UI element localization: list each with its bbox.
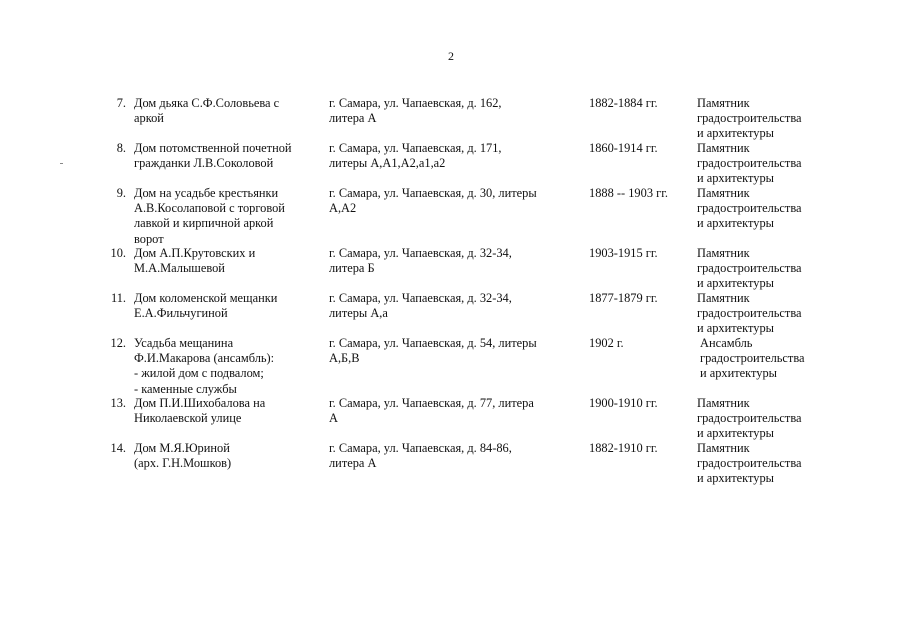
row-number: 12. bbox=[110, 336, 126, 350]
monument-category-line: Памятник bbox=[697, 396, 750, 410]
monument-address bbox=[329, 246, 584, 276]
monument-category-line: Памятник bbox=[697, 441, 750, 455]
monument-address bbox=[329, 96, 584, 126]
monument-category bbox=[697, 186, 827, 232]
monument-name-line: Дом коломенской мещанки bbox=[134, 291, 278, 305]
monument-category-line: градостроительства bbox=[697, 306, 802, 321]
monument-name-line: лавкой и кирпичной аркой bbox=[134, 216, 274, 231]
monument-name-line: Дом М.Я.Юриной bbox=[134, 441, 230, 455]
monument-date: 1900-1910 гг. bbox=[589, 396, 658, 410]
monument-category bbox=[697, 441, 827, 487]
page-number: 2 bbox=[448, 49, 454, 63]
monument-date: 1903-1915 гг. bbox=[589, 246, 658, 260]
monument-date: 1882-1910 гг. bbox=[589, 441, 658, 455]
monument-address-line: г. Самара, ул. Чапаевская, д. 162, bbox=[329, 96, 502, 110]
monument-address-line: литера А bbox=[329, 111, 377, 126]
monument-name bbox=[134, 291, 324, 321]
monument-name-line: Дом на усадьбе крестьянки bbox=[134, 186, 279, 200]
monument-name-line: Ф.И.Макарова (ансамбль): bbox=[134, 351, 275, 366]
monument-name bbox=[134, 141, 324, 171]
monument-category bbox=[697, 141, 827, 187]
monument-category bbox=[697, 96, 827, 142]
monument-date: 1882-1884 гг. bbox=[589, 96, 658, 110]
monument-address-line: А,Б,В bbox=[329, 351, 360, 366]
monument-address-line: г. Самара, ул. Чапаевская, д. 77, литера bbox=[329, 396, 534, 410]
monument-name bbox=[134, 246, 324, 276]
monument-address-line: литеры А,А1,А2,а1,а2 bbox=[329, 156, 446, 171]
monument-name bbox=[134, 186, 324, 247]
monument-address-line: г. Самара, ул. Чапаевская, д. 171, bbox=[329, 141, 502, 155]
monument-category-line: и архитектуры bbox=[697, 426, 774, 441]
monument-name-line: ворот bbox=[134, 231, 164, 246]
monument-name-line: - жилой дом с подвалом; bbox=[134, 366, 264, 381]
monument-category-line: Памятник bbox=[697, 186, 750, 200]
monument-address bbox=[329, 396, 584, 426]
row-number: 14. bbox=[110, 441, 126, 455]
monument-category-line: градостроительства bbox=[697, 456, 802, 471]
monument-category-line: Памятник bbox=[697, 291, 750, 305]
monument-address bbox=[329, 441, 584, 471]
monument-category-line: и архитектуры bbox=[697, 216, 774, 231]
monument-name-line: Е.А.Фильчугиной bbox=[134, 306, 228, 321]
monument-category-line: Ансамбль bbox=[700, 336, 753, 350]
monument-category-line: градостроительства bbox=[697, 261, 802, 276]
monument-address-line: г. Самара, ул. Чапаевская, д. 84-86, bbox=[329, 441, 512, 455]
monument-address-line: г. Самара, ул. Чапаевская, д. 32-34, bbox=[329, 291, 512, 305]
monument-date: 1877-1879 гг. bbox=[589, 291, 658, 305]
monument-name-line: Дом П.И.Шихобалова на bbox=[134, 396, 266, 410]
monument-date: 1860-1914 гг. bbox=[589, 141, 658, 155]
monument-category-line: градостроительства bbox=[697, 411, 802, 426]
monument-address bbox=[329, 141, 584, 171]
row-number: 9. bbox=[116, 186, 126, 200]
monument-category-line: Памятник bbox=[697, 141, 750, 155]
row-number: 11. bbox=[110, 291, 126, 305]
monument-category-line: и архитектуры bbox=[700, 366, 777, 381]
monument-name-line: (арх. Г.Н.Мошков) bbox=[134, 456, 232, 471]
monument-category-line: градостроительства bbox=[697, 111, 802, 126]
monument-category bbox=[697, 246, 827, 292]
monument-name-line: Николаевской улице bbox=[134, 411, 242, 426]
monument-category-line: и архитектуры bbox=[697, 126, 774, 141]
scan-speck bbox=[60, 163, 63, 164]
monument-name bbox=[134, 96, 324, 126]
monument-category bbox=[697, 291, 827, 337]
row-number: 8. bbox=[116, 141, 126, 155]
monument-address-line: А,А2 bbox=[329, 201, 357, 216]
monument-date: 1902 г. bbox=[589, 336, 624, 350]
monument-address-line: литера А bbox=[329, 456, 377, 471]
monument-address-line: литеры А,а bbox=[329, 306, 388, 321]
monument-category-line: градостроительства bbox=[700, 351, 805, 366]
monument-category-line: градостроительства bbox=[697, 201, 802, 216]
monument-name-line: Усадьба мещанина bbox=[134, 336, 234, 350]
monument-name-line: А.В.Косолаповой с торговой bbox=[134, 201, 285, 216]
monument-address-line: г. Самара, ул. Чапаевская, д. 54, литеры bbox=[329, 336, 537, 350]
monument-address bbox=[329, 186, 584, 216]
monument-date: 1888 -- 1903 гг. bbox=[589, 186, 668, 200]
monument-name-line: Дом дьяка С.Ф.Соловьева с bbox=[134, 96, 280, 110]
monument-name bbox=[134, 336, 324, 397]
monument-category bbox=[700, 336, 830, 382]
monument-category-line: и архитектуры bbox=[697, 321, 774, 336]
monument-name-line: Дом потомственной почетной bbox=[134, 141, 292, 155]
monument-name-line: гражданки Л.В.Соколовой bbox=[134, 156, 274, 171]
monument-address-line: г. Самара, ул. Чапаевская, д. 30, литеры bbox=[329, 186, 537, 200]
monument-category-line: и архитектуры bbox=[697, 471, 774, 486]
monument-name-line: - каменные службы bbox=[134, 381, 237, 396]
monument-name-line: Дом А.П.Крутовских и bbox=[134, 246, 256, 260]
monument-category-line: и архитектуры bbox=[697, 276, 774, 291]
monument-category-line: градостроительства bbox=[697, 156, 802, 171]
row-number: 13. bbox=[110, 396, 126, 410]
monument-name bbox=[134, 396, 324, 426]
monument-category-line: Памятник bbox=[697, 96, 750, 110]
monument-address bbox=[329, 291, 584, 321]
monument-name bbox=[134, 441, 324, 471]
monument-address-line: А bbox=[329, 411, 338, 426]
row-number: 10. bbox=[110, 246, 126, 260]
row-number: 7. bbox=[116, 96, 126, 110]
monument-address bbox=[329, 336, 584, 366]
monument-address-line: г. Самара, ул. Чапаевская, д. 32-34, bbox=[329, 246, 512, 260]
monument-name-line: М.А.Малышевой bbox=[134, 261, 225, 276]
monument-category bbox=[697, 396, 827, 442]
monument-address-line: литера Б bbox=[329, 261, 375, 276]
monument-name-line: аркой bbox=[134, 111, 164, 126]
monument-category-line: и архитектуры bbox=[697, 171, 774, 186]
monument-category-line: Памятник bbox=[697, 246, 750, 260]
